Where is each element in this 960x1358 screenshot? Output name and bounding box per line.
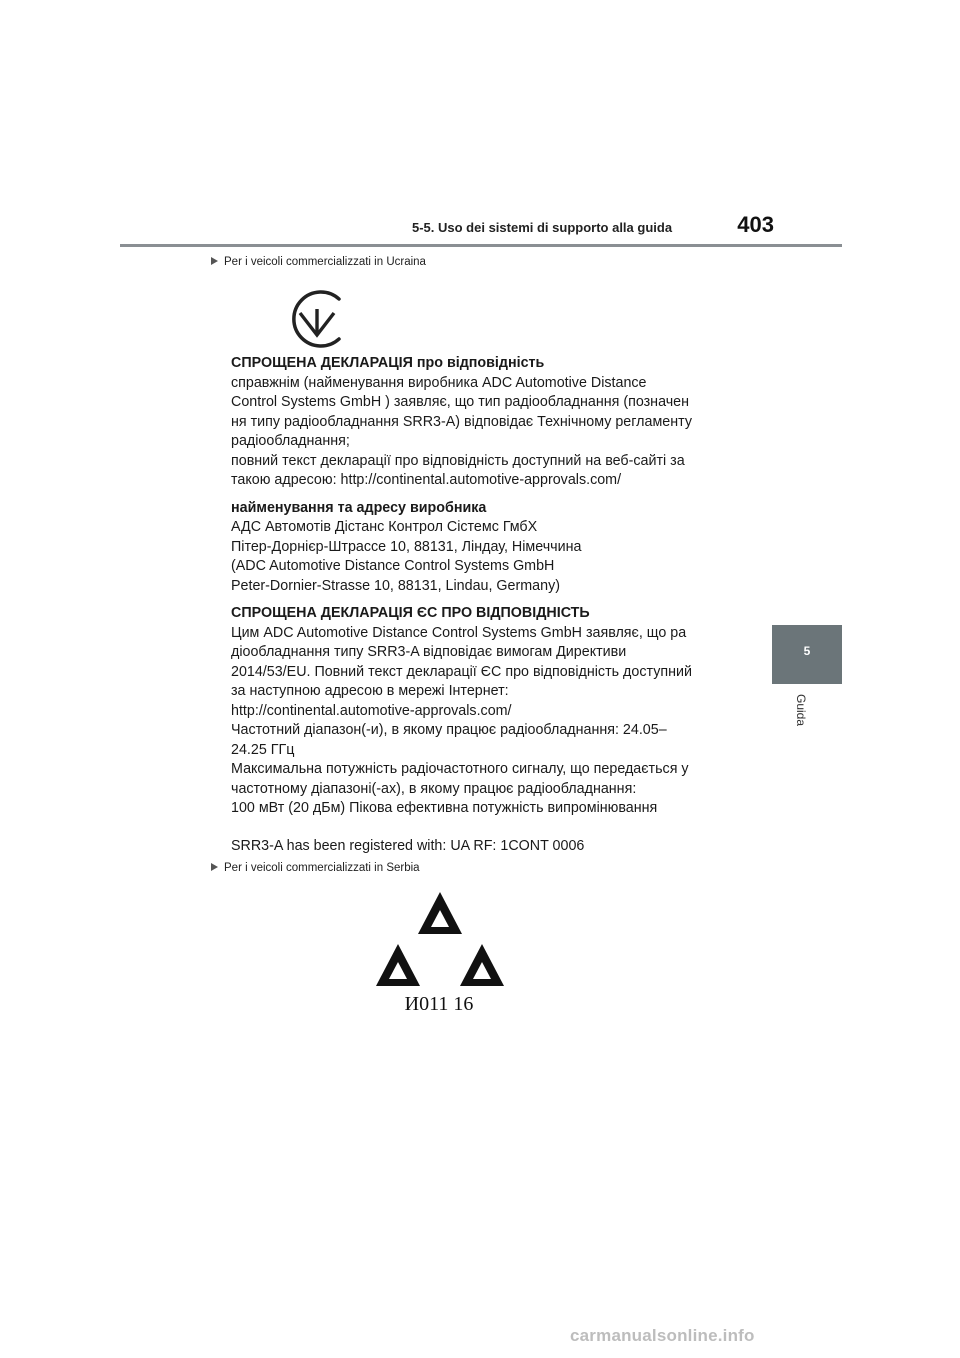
manufacturer-block xyxy=(231,499,741,597)
bullet-triangle-icon xyxy=(211,863,218,871)
eu-declaration-heading: СПРОЩЕНА ДЕКЛАРАЦІЯ ЄС ПРО ВІДПОВІДНІСТЬ xyxy=(231,605,590,621)
page-number: 403 xyxy=(737,212,774,237)
manufacturer-heading: найменування та адресу виробника xyxy=(231,499,487,516)
text-line: справжнім (найменування виробника ADC Automotive Distance xyxy=(231,374,647,391)
text-line: Пітер-Дорнієр-Штрассе 10, 88131, Ліндау, Німеччина xyxy=(231,538,582,555)
text-line: частотному діапазоні(-ах), в якому працює радіообладнання: xyxy=(231,780,637,797)
bullet-triangle-icon xyxy=(211,257,218,265)
serbia-conformity-mark-icon xyxy=(372,890,508,990)
text-line: 2014/53/EU. Повний текст декларації ЄС про відповідність доступний xyxy=(231,663,692,680)
text-line: Максимальна потужність радіочастотного сигналу, що передається у xyxy=(231,761,689,777)
text-line: такою адресою: http://continental.automotive-approvals.com/ xyxy=(231,472,622,488)
text-line: радіообладнання; xyxy=(231,433,350,449)
text-line: 24.25 ГГц xyxy=(231,741,295,758)
page-header xyxy=(412,212,774,244)
ua-conformity-mark-icon xyxy=(284,289,350,349)
bullet-serbia-text: Per i veicoli commercializzati in Serbia xyxy=(224,862,420,874)
text-line: Цим ADC Automotive Distance Control Systems GmbH заявляє, що ра xyxy=(231,624,687,641)
bullet-ukraine xyxy=(211,256,426,268)
chapter-tab[interactable]: 5 xyxy=(772,625,842,684)
section-title: 5-5. Uso dei sistemi di supporto alla guida xyxy=(412,220,673,235)
text-line: http://continental.automotive-approvals.com/ xyxy=(231,702,512,719)
bullet-serbia xyxy=(211,862,420,874)
text-line: 100 мВт (20 дБм) Пікова ефективна потужність випромінювання xyxy=(231,800,658,816)
ua-declaration xyxy=(231,354,741,856)
declaration-block-1 xyxy=(231,354,741,491)
text-line: за наступною адресою в мережі Інтернет: xyxy=(231,683,509,699)
bullet-ukraine-text: Per i veicoli commercializzati in Ucraina xyxy=(224,256,426,268)
serbia-mark-code: И011 16 xyxy=(404,993,474,1015)
text-line: Control Systems GmbH ) заявляє, що тип радіообладнання (позначен xyxy=(231,394,690,410)
header-rule xyxy=(120,244,842,247)
chapter-label xyxy=(774,694,840,742)
registration-line: SRR3-A has been registered with: UA RF: 1CONT 0006 xyxy=(231,837,585,854)
text-line: повний текст декларації про відповідність доступний на веб-сайті за xyxy=(231,452,685,469)
text-line: Peter-Dornier-Strasse 10, 88131, Lindau, Germany) xyxy=(231,577,560,594)
text-line: АДС Автомотів Дістанс Контрол Сістемс ГмбХ xyxy=(231,519,538,535)
watermark: carmanualsonline.info xyxy=(570,1326,755,1345)
text-line: (ADC Automotive Distance Control Systems GmbH xyxy=(231,558,555,574)
declaration-heading: СПРОЩЕНА ДЕКЛАРАЦІЯ про відповідність xyxy=(231,355,545,371)
text-line: діообладнання типу SRR3-A відповідає вимогам Директиви xyxy=(231,644,627,660)
text-line: Частотний діапазон(-и), в якому працює радіообладнання: 24.05– xyxy=(231,722,667,738)
eu-declaration-block xyxy=(231,604,741,819)
text-line: ня типу радіообладнання SRR3-A) відповідає Технічному регламенту xyxy=(231,413,692,430)
chapter-label-text: Guida xyxy=(794,694,808,727)
